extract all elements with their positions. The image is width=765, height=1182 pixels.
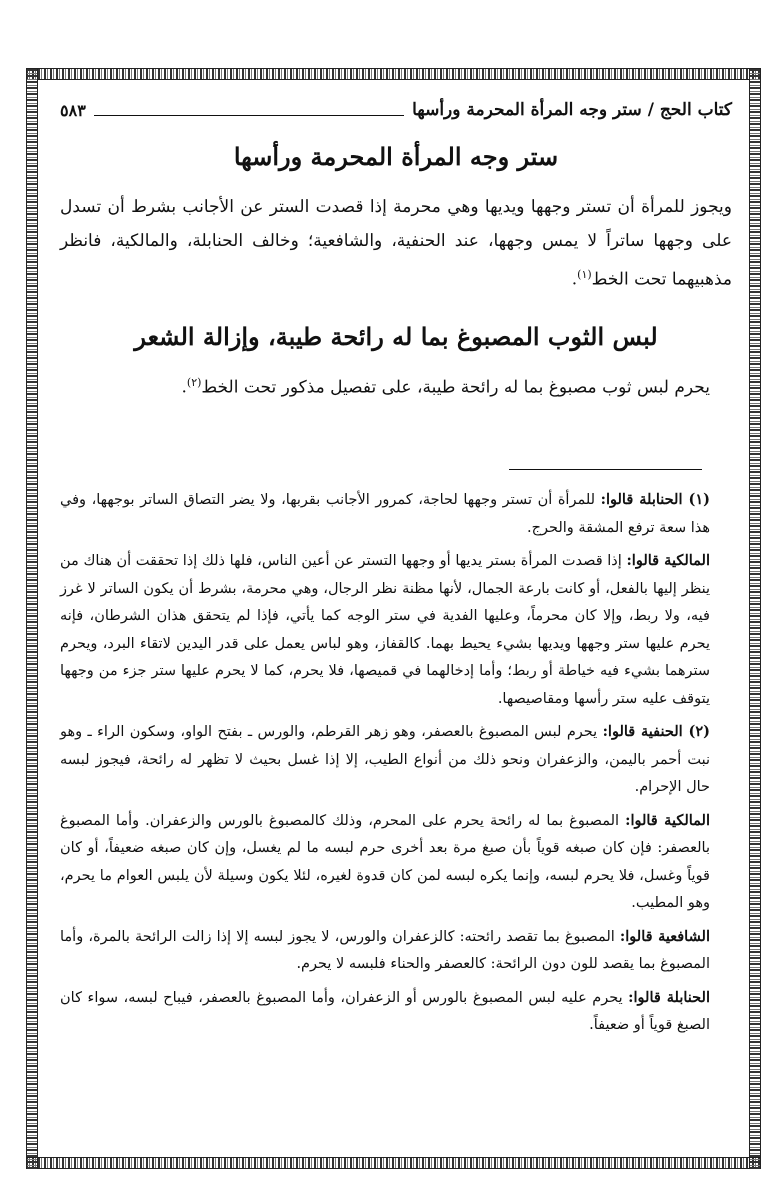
section-body-face-cover (60, 190, 732, 297)
footnote-text: للمرأة أن تستر وجهها لحاجة، كمرور الأجانب بقربها، ولا يضر التصاق الساتر بوجهها، وفي هذا سعة ترفع المشقة والحرج. (60, 492, 710, 536)
footnote-2-hanabila (60, 984, 732, 1040)
footnote-separator (509, 469, 702, 470)
section-heading-face-cover: ستر وجه المرأة المحرمة ورأسها (233, 142, 559, 171)
decorative-border-top (26, 68, 761, 80)
header-rule (94, 105, 404, 116)
school-label: الشافعية قالوا: (619, 927, 710, 945)
footnote-2-malikiya (60, 807, 732, 918)
sentence-end: . (181, 377, 187, 398)
footnote-text: يحرم لبس المصبوغ بالعصفر، وهو زهر القرطم، والورس ـ بفتح الواو، وسكون الراء ـ وهو نبت أحمر باليمن، والزعفران ونحو ذلك من أنواع الطيب، إلا إذا غسل بحيث لا تظهر له رائحة، فيجوز لبسه حال الإحرام. (60, 724, 710, 795)
footnote-1-malikiya (60, 547, 732, 713)
footnotes (60, 486, 732, 1045)
decorative-border-bottom (26, 1157, 761, 1169)
footnote-text: يحرم عليه لبس المصبوغ بالورس أو الزعفران، وأما المصبوغ بالعصفر، فيباح لبسه، سواء كان الصبغ قوياً أو ضعيفاً. (60, 989, 710, 1033)
footnote-text: إذا قصدت المرأة بستر يديها أو وجهها التستر عن أعين الناس، فلها ذلك إذا تحققت أن هناك من ينظر إليها بالفعل، أو كانت بارعة الجمال، لأنها مظنة نظر الرجال، وهي محرمة، بشرط أن يكون الساتر لا غرز فيه، ولا ربط، وإلا كان محرماً، وعليها الفدية في ستر الوجه كما يأتي، فإذا لم يتحقق هذان الشرطان، فإنه يحرم عليها ستر وجهها ويديها بشيء يحيط بهما. كالقفاز، وهو لباس يعمل على قدر اليدين لاتقاء البرد، ويحرم سترهما بشيء فيه خياطة أو ربط؛ وأما إدخالهما في قميصها، فلا يحرم، كما لا يحرم عليها ستر جزء من وجهها يتوقف عليه ستر رأسها ومقاصيصها. (60, 553, 710, 707)
paragraph-text: يحرم لبس ثوب مصبوغ بما له رائحة طيبة، على تفصيل مذكور تحت الخط (201, 377, 710, 398)
school-label: (٢) الحنفية قالوا: (602, 723, 711, 740)
decorative-border-right (749, 68, 761, 1169)
footnote-2-shafiiya (60, 923, 732, 979)
section-heading-perfumed-clothes: لبس الثوب المصبوغ بما له رائحة طيبة، وإزالة الشعر (134, 322, 658, 351)
paragraph-text: ويجوز للمرأة أن تستر وجهها ويديها وهي محرمة إذا قصدت الستر عن الأجانب بشرط أن تسدل على وجهها ساتراً لا يمس وجهها، عند الحنفية، والشافعية؛ وخالف الحنابلة، والمالكية، فانظر مذهبيهما تحت الخط (60, 197, 732, 290)
section-body-perfumed-clothes (60, 366, 732, 405)
school-label: المالكية قالوا: (626, 552, 710, 569)
footnote-ref: (١) (577, 268, 592, 281)
footnote-text: المصبوغ بما له رائحة يحرم على المحرم، وذلك كالمصبوغ بالورس والزعفران. وأما المصبوغ بالعصفر: فإن كان صبغه قوياً بأن صبغ مرة بعد أخرى حرم لبسه ما لم يغسل، وإن كان صبغه ضعيفاً، أو كان قوياً وغسل، فلا يحرم لبسه، وإنما يكره لبسه لمن كان قدوة لغيره، لئلا يكون وسيلة لأن يلبس العوام ما يحرم، وهو المطيب. (60, 812, 710, 911)
decorative-border-left (26, 68, 38, 1169)
footnote-1-hanabila (60, 486, 732, 542)
school-label: المالكية قالوا: (625, 811, 710, 829)
running-header (60, 96, 732, 124)
school-label: (١) الحنابلة قالوا: (600, 491, 710, 508)
sentence-end: . (571, 269, 578, 290)
footnote-text: المصبوغ بما تقصد رائحته: كالزعفران والورس، لا يجوز لبسه إلا إذا زالت الرائحة بالمرة، وأما المصبوغ بما يقصد للون دون الرائحة: كالعصفر والحناء فلبسه لا يحرم. (60, 928, 710, 972)
footnote-2-hanafiya (60, 718, 732, 802)
page-number: ٥٨٣ (60, 100, 86, 120)
school-label: الحنابلة قالوا: (628, 988, 710, 1006)
footnote-ref: (٢) (186, 376, 202, 389)
running-header-title: كتاب الحج / ستر وجه المرأة المحرمة ورأسها (412, 100, 732, 120)
